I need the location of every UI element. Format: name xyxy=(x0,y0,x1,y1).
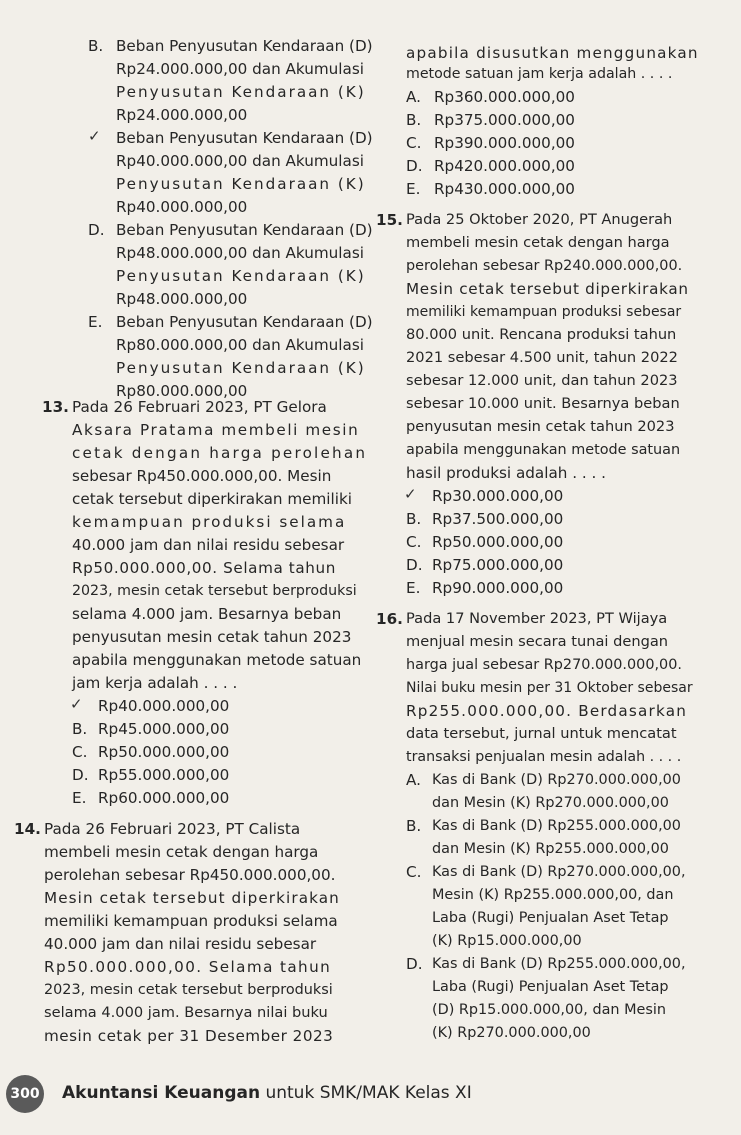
q16-option-b-letter: B. xyxy=(406,817,422,835)
q16-option-d-line: (K) Rp270.000.000,00 xyxy=(432,1025,591,1041)
footer-book-title xyxy=(62,1082,472,1104)
q12-option-b-line: Rp24.000.000,00 xyxy=(116,106,248,124)
q16-option-c-line: Mesin (K) Rp255.000.000,00, dan xyxy=(432,887,674,903)
q12-option-b-line: Penyusutan Kendaraan (K) xyxy=(116,83,366,101)
q13-option-b-letter: B. xyxy=(72,720,88,738)
q16-line: transaksi penjualan mesin adalah . . . . xyxy=(406,749,682,765)
q13-option-d-letter: D. xyxy=(72,766,89,784)
q16-line: Rp255.000.000,00. Berdasarkan xyxy=(406,702,688,720)
q12-option-b-letter: B. xyxy=(88,37,104,55)
q14-option-d: Rp420.000.000,00 xyxy=(434,157,575,175)
q12-option-d-line: Penyusutan Kendaraan (K) xyxy=(116,267,366,285)
q12-option-e-letter: E. xyxy=(88,313,103,331)
q14-option-c: Rp390.000.000,00 xyxy=(434,134,575,152)
q14-line: perolehan sebesar Rp450.000.000,00. xyxy=(44,866,336,884)
q15-option-c: Rp50.000.000,00 xyxy=(432,533,564,551)
page-number-badge: 300 xyxy=(6,1075,44,1113)
q12-option-e-line: Penyusutan Kendaraan (K) xyxy=(116,359,366,377)
q12-option-b-line: Rp24.000.000,00 dan Akumulasi xyxy=(116,60,364,78)
q14-line: mesin cetak per 31 Desember 2023 xyxy=(44,1027,334,1045)
q15-line: perolehan sebesar Rp240.000.000,00. xyxy=(406,258,683,274)
q14-option-e: Rp430.000.000,00 xyxy=(434,180,575,198)
q15-option-b-letter: B. xyxy=(406,510,422,528)
q13-line: penyusutan mesin cetak tahun 2023 xyxy=(72,628,352,646)
q14-option-b-letter: B. xyxy=(406,111,422,129)
q13-line: cetak tersebut diperkirakan memiliki xyxy=(72,490,352,508)
q16-option-d-line: (D) Rp15.000.000,00, dan Mesin xyxy=(432,1002,666,1018)
q15-line: memiliki kemampuan produksi sebesar xyxy=(406,304,682,320)
q14-line: Rp50.000.000,00. Selama tahun xyxy=(44,958,332,976)
q12-option-c-line: Rp40.000.000,00 xyxy=(116,198,248,216)
q12-option-d-line: Rp48.000.000,00 dan Akumulasi xyxy=(116,244,364,262)
q14-cont-line: metode satuan jam kerja adalah . . . . xyxy=(406,66,673,82)
q15-option-b: Rp37.500.000,00 xyxy=(432,510,564,528)
q14-line: memiliki kemampuan produksi selama xyxy=(44,912,338,930)
q16-option-c-line: (K) Rp15.000.000,00 xyxy=(432,933,582,949)
q16-option-c-letter: C. xyxy=(406,863,422,881)
q16-number: 16. xyxy=(376,610,403,628)
q14-option-c-letter: C. xyxy=(406,134,422,152)
q15-line: 80.000 unit. Rencana produksi tahun xyxy=(406,326,677,343)
q13-option-e-letter: E. xyxy=(72,789,87,807)
q13-line: cetak dengan harga perolehan xyxy=(72,444,368,462)
q15-option-e-letter: E. xyxy=(406,579,421,597)
q12-option-c-line: Beban Penyusutan Kendaraan (D) xyxy=(116,129,373,147)
q15-option-c-letter: C. xyxy=(406,533,422,551)
q13-option-d: Rp55.000.000,00 xyxy=(98,766,230,784)
q15-line: Mesin cetak tersebut diperkirakan xyxy=(406,280,689,298)
q14-line: 40.000 jam dan nilai residu sebesar xyxy=(44,935,317,953)
answer-check-mark: ✓ xyxy=(88,127,101,145)
q16-option-b-line: dan Mesin (K) Rp255.000.000,00 xyxy=(432,841,669,857)
answer-check-mark: ✓ xyxy=(404,485,417,503)
q15-number: 15. xyxy=(376,211,403,229)
q13-line: 40.000 jam dan nilai residu sebesar xyxy=(72,536,345,554)
q16-option-a-line: Kas di Bank (D) Rp270.000.000,00 xyxy=(432,772,681,788)
q15-line: penyusutan mesin cetak tahun 2023 xyxy=(406,418,675,435)
q13-line: jam kerja adalah . . . . xyxy=(72,674,238,692)
q14-cont-line: apabila disusutkan menggunakan xyxy=(406,44,699,62)
q13-option-e: Rp60.000.000,00 xyxy=(98,789,230,807)
q13-line: sebesar Rp450.000.000,00. Mesin xyxy=(72,467,332,485)
q16-option-a-line: dan Mesin (K) Rp270.000.000,00 xyxy=(432,795,669,811)
q15-option-d-letter: D. xyxy=(406,556,423,574)
q13-option-a: Rp40.000.000,00 xyxy=(98,697,230,715)
q14-line: selama 4.000 jam. Besarnya nilai buku xyxy=(44,1004,328,1021)
q14-line: Pada 26 Februari 2023, PT Calista xyxy=(44,820,301,838)
q14-line: 2023, mesin cetak tersebut berproduksi xyxy=(44,982,333,998)
q13-option-b: Rp45.000.000,00 xyxy=(98,720,230,738)
q16-option-d-line: Kas di Bank (D) Rp255.000.000,00, xyxy=(432,956,686,972)
q12-option-c-line: Penyusutan Kendaraan (K) xyxy=(116,175,366,193)
footer-title-rest: untuk SMK/MAK Kelas XI xyxy=(260,1083,472,1103)
q13-number: 13. xyxy=(42,398,69,416)
q15-option-e: Rp90.000.000,00 xyxy=(432,579,564,597)
q16-option-c-line: Kas di Bank (D) Rp270.000.000,00, xyxy=(432,864,686,880)
q16-option-b-line: Kas di Bank (D) Rp255.000.000,00 xyxy=(432,818,681,834)
q13-line: Pada 26 Februari 2023, PT Gelora xyxy=(72,398,327,416)
q14-option-b: Rp375.000.000,00 xyxy=(434,111,575,129)
q12-option-d-line: Rp48.000.000,00 xyxy=(116,290,248,308)
q14-number: 14. xyxy=(14,820,41,838)
q13-line: apabila menggunakan metode satuan xyxy=(72,651,362,669)
q16-line: Nilai buku mesin per 31 Oktober sebesar xyxy=(406,680,693,696)
q12-option-e-line: Beban Penyusutan Kendaraan (D) xyxy=(116,313,373,331)
q16-line: harga jual sebesar Rp270.000.000,00. xyxy=(406,657,682,673)
q16-line: Pada 17 November 2023, PT Wijaya xyxy=(406,610,668,627)
q12-option-d-line: Beban Penyusutan Kendaraan (D) xyxy=(116,221,373,239)
q13-option-c-letter: C. xyxy=(72,743,88,761)
q15-line: membeli mesin cetak dengan harga xyxy=(406,234,670,251)
q13-line: Rp50.000.000,00. Selama tahun xyxy=(72,559,336,577)
q16-line: menjual mesin secara tunai dengan xyxy=(406,633,669,650)
q16-line: data tersebut, jurnal untuk mencatat xyxy=(406,725,677,742)
q15-line: hasil produksi adalah . . . . xyxy=(406,464,607,482)
q15-line: apabila menggunakan metode satuan xyxy=(406,442,681,458)
q16-option-a-letter: A. xyxy=(406,771,421,789)
q14-option-a: Rp360.000.000,00 xyxy=(434,88,575,106)
q12-option-e-line: Rp80.000.000,00 dan Akumulasi xyxy=(116,336,364,354)
q12-option-d-letter: D. xyxy=(88,221,105,239)
q13-line: kemampuan produksi selama xyxy=(72,513,347,531)
footer-title-bold: Akuntansi Keuangan xyxy=(62,1083,261,1103)
q15-line: Pada 25 Oktober 2020, PT Anugerah xyxy=(406,211,673,228)
q16-option-c-line: Laba (Rugi) Penjualan Aset Tetap xyxy=(432,910,669,926)
q16-option-d-line: Laba (Rugi) Penjualan Aset Tetap xyxy=(432,979,669,995)
q14-line: Mesin cetak tersebut diperkirakan xyxy=(44,889,340,907)
q13-line: 2023, mesin cetak tersebut berproduksi xyxy=(72,583,357,599)
q14-line: membeli mesin cetak dengan harga xyxy=(44,843,319,861)
answer-check-mark: ✓ xyxy=(70,695,83,713)
q15-line: sebesar 12.000 unit, dan tahun 2023 xyxy=(406,372,678,389)
q13-line: Aksara Pratama membeli mesin xyxy=(72,421,360,439)
q15-line: sebesar 10.000 unit. Besarnya beban xyxy=(406,395,680,412)
q14-option-a-letter: A. xyxy=(406,88,421,106)
q16-option-d-letter: D. xyxy=(406,955,423,973)
q13-line: selama 4.000 jam. Besarnya beban xyxy=(72,605,342,623)
q12-option-c-line: Rp40.000.000,00 dan Akumulasi xyxy=(116,152,364,170)
q15-option-d: Rp75.000.000,00 xyxy=(432,556,564,574)
q13-option-c: Rp50.000.000,00 xyxy=(98,743,230,761)
q14-option-e-letter: E. xyxy=(406,180,421,198)
q15-line: 2021 sebesar 4.500 unit, tahun 2022 xyxy=(406,349,678,366)
q12-option-b-line: Beban Penyusutan Kendaraan (D) xyxy=(116,37,373,55)
q14-option-d-letter: D. xyxy=(406,157,423,175)
q12-option-e-line: Rp80.000.000,00 xyxy=(116,382,248,400)
q15-option-a: Rp30.000.000,00 xyxy=(432,487,564,505)
